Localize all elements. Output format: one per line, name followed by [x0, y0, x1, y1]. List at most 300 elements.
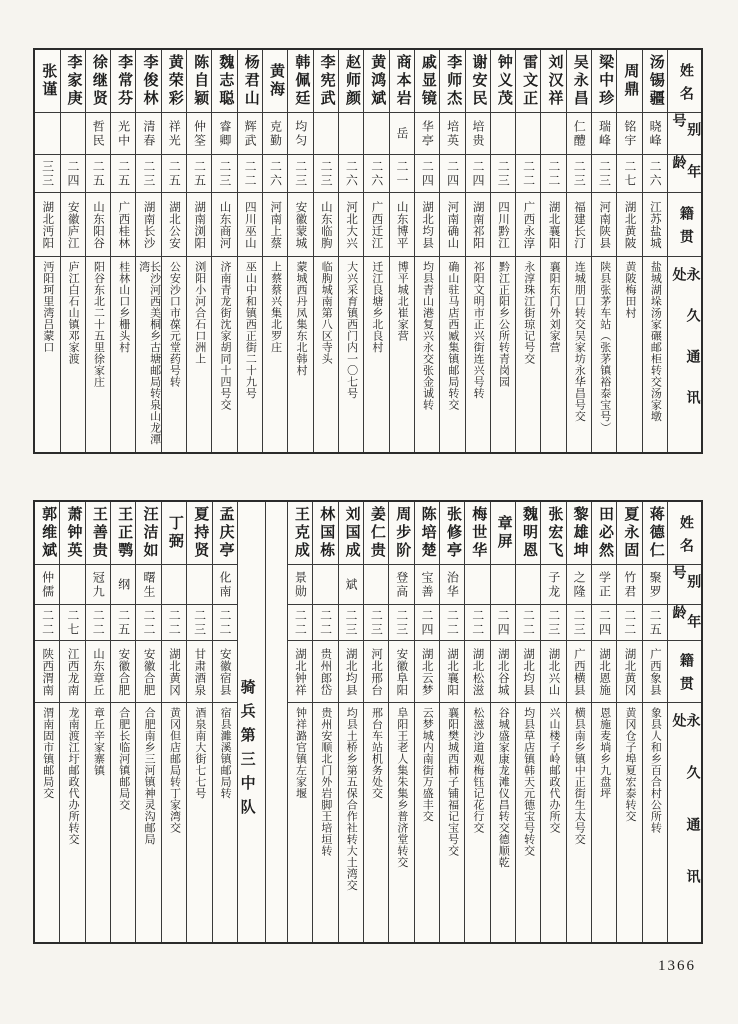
person-name-cell	[35, 50, 59, 112]
person-address-cell-text: 龙南渡江圩邮政代办所转交	[67, 707, 80, 845]
person-address-cell	[314, 256, 338, 452]
person-native-cell-text: 湖南祁阳	[471, 200, 484, 249]
person-age-cell	[136, 154, 160, 192]
person-name-cell	[516, 502, 540, 564]
person-address-cell-text: 兴山楼子岭邮政代办所交	[547, 707, 560, 834]
person-column	[389, 50, 414, 452]
person-alias-cell	[61, 112, 85, 154]
person-age-cell-text: 二二	[521, 159, 536, 188]
person-native-cell-text: 山东临朐	[319, 200, 332, 249]
person-age-cell-text: 二二	[546, 159, 561, 188]
person-column	[338, 502, 363, 942]
person-address-cell	[339, 702, 363, 942]
person-native-cell-text: 湖北云梦	[420, 647, 433, 696]
person-age-cell-text: 二四	[470, 159, 485, 188]
person-age-cell-text: 二五	[167, 159, 182, 188]
person-age-cell	[339, 154, 363, 192]
person-native-cell	[643, 640, 667, 702]
person-name-cell	[415, 502, 439, 564]
person-name-cell-text: 陈培楚	[419, 506, 436, 560]
person-age-cell-text: 二二	[293, 608, 308, 637]
person-name-cell-text: 李师杰	[445, 54, 462, 108]
person-name-cell	[617, 50, 641, 112]
person-address-cell	[491, 702, 515, 942]
header-native-cell-text: 籍贯	[677, 653, 693, 699]
person-alias-cell	[111, 112, 135, 154]
person-alias-cell-text: 之隆	[572, 570, 587, 599]
person-column	[566, 502, 591, 942]
person-address-cell-text: 黄冈仓子埠夏宏泰转交	[623, 707, 636, 822]
person-native-cell-text: 湖北均县	[344, 647, 357, 696]
person-age-cell	[389, 604, 413, 640]
person-name-cell-text: 李宪武	[318, 54, 335, 108]
person-alias-cell	[238, 112, 262, 154]
header-address-cell	[668, 256, 701, 452]
person-name-cell-text: 李家庚	[65, 54, 82, 108]
person-column	[490, 502, 515, 942]
header-name-cell-text: 姓名	[677, 514, 693, 561]
person-address-cell-text: 横县南乡镇中正街生太号交	[573, 707, 586, 845]
person-address-cell	[187, 256, 211, 452]
header-native-cell-text: 籍贯	[677, 206, 693, 252]
person-alias-cell-text: 仁醴	[572, 119, 587, 148]
person-age-cell	[516, 154, 540, 192]
person-native-cell-text: 湖北黄冈	[168, 647, 181, 696]
person-age-cell-text: 二三	[192, 608, 207, 637]
person-native-cell	[136, 640, 160, 702]
person-alias-cell-text: 培贵	[470, 119, 485, 148]
person-native-cell-text: 甘肃酒泉	[193, 647, 206, 696]
header-age-cell	[668, 154, 701, 192]
person-age-cell-text: 三三	[40, 159, 55, 188]
person-native-cell	[35, 640, 59, 702]
person-address-cell	[35, 256, 59, 452]
person-name-cell-text: 林国栋	[318, 506, 335, 560]
person-age-cell	[162, 154, 186, 192]
person-column	[363, 502, 388, 942]
person-address-cell	[212, 256, 236, 452]
person-alias-cell-text: 祥光	[167, 119, 182, 148]
person-column	[566, 50, 591, 452]
person-age-cell	[238, 154, 262, 192]
person-alias-cell-text: 仲儒	[40, 570, 55, 599]
person-name-cell	[541, 50, 565, 112]
person-column	[262, 50, 287, 452]
person-alias-cell	[516, 564, 540, 604]
person-age-cell-text: 二二	[318, 608, 333, 637]
person-native-cell	[643, 192, 667, 256]
person-address-cell-text: 酒泉南大街七七号	[193, 707, 206, 799]
person-age-cell-text: 二六	[344, 159, 359, 188]
person-age-cell-text: 二四	[65, 159, 80, 188]
person-address-cell	[61, 256, 85, 452]
person-alias-cell-text: 纲	[116, 577, 131, 592]
person-native-cell-text: 湖南长沙	[142, 200, 155, 249]
person-address-cell	[617, 256, 641, 452]
person-name-cell-text: 王善贵	[90, 506, 107, 560]
person-name-cell	[617, 502, 641, 564]
person-column	[135, 50, 160, 452]
person-column	[35, 50, 59, 452]
page-number: 1366	[658, 958, 696, 974]
person-address-cell	[567, 256, 591, 452]
person-column	[591, 50, 616, 452]
person-age-cell-text: 二二	[243, 159, 258, 188]
person-address-cell	[288, 256, 312, 452]
person-name-cell-text: 赵师颜	[343, 54, 360, 108]
person-name-cell-text: 张宏飞	[546, 506, 563, 560]
person-name-cell	[364, 50, 388, 112]
person-address-cell	[238, 256, 262, 452]
person-age-cell	[440, 154, 464, 192]
person-age-cell-text: 二二	[141, 608, 156, 637]
person-address-cell	[364, 702, 388, 942]
person-name-cell-text: 魏明恩	[520, 506, 537, 560]
person-address-cell-text: 沔阳珂里湾吕蒙口	[41, 261, 54, 353]
person-address-cell-text: 公安沙口市葆元堂药号转	[168, 261, 181, 388]
person-alias-cell-text: 均匀	[293, 119, 308, 148]
person-name-cell	[643, 50, 667, 112]
header-age-cell-text: 年龄	[670, 155, 701, 187]
person-alias-cell	[339, 564, 363, 604]
person-age-cell-text: 二四	[420, 608, 435, 637]
person-native-cell-text: 贵州郎岱	[319, 647, 332, 696]
person-address-cell	[541, 702, 565, 942]
person-alias-cell	[187, 564, 211, 604]
person-native-cell	[440, 640, 464, 702]
person-age-cell	[592, 154, 616, 192]
person-name-cell-text: 丁弼	[166, 515, 183, 551]
header-native-cell	[668, 192, 701, 256]
person-name-cell-text: 章屏	[495, 515, 512, 551]
person-address-cell-text: 宿县濉溪镇邮局转	[219, 707, 232, 799]
person-native-cell-text: 广西迁江	[370, 200, 383, 249]
person-name-cell-text: 吴永昌	[571, 54, 588, 108]
person-column	[616, 502, 641, 942]
person-native-cell-text: 山东商河	[218, 200, 231, 249]
person-address-cell	[339, 256, 363, 452]
person-column	[211, 50, 236, 452]
person-alias-cell-text: 仲筌	[192, 119, 207, 148]
header-native-cell	[668, 640, 701, 702]
person-address-cell-text: 均县青山港复兴永交张金诚转	[421, 261, 434, 411]
person-name-cell-text: 萧钟英	[65, 506, 82, 560]
person-age-cell-text: 二三	[496, 159, 511, 188]
person-address-cell-text: 渭南固市镇邮局交	[41, 707, 54, 799]
person-alias-cell-text: 曙生	[141, 570, 156, 599]
person-name-cell-text: 田必然	[597, 506, 614, 560]
person-column	[161, 50, 186, 452]
person-age-cell	[491, 154, 515, 192]
person-column	[313, 50, 338, 452]
person-age-cell	[466, 154, 490, 192]
header-alias-cell-text: 别号	[670, 565, 701, 597]
person-name-cell-text: 陈自颖	[192, 54, 209, 108]
person-alias-cell	[643, 112, 667, 154]
person-address-cell	[187, 702, 211, 942]
person-address-cell-text: 济南青龙街沈家胡同十四号交	[219, 261, 232, 411]
person-native-cell	[389, 640, 413, 702]
person-name-cell	[213, 502, 237, 564]
person-alias-cell-text: 治华	[445, 570, 460, 599]
person-age-cell-text: 二四	[597, 608, 612, 637]
person-address-cell	[111, 702, 135, 942]
person-native-cell	[61, 192, 85, 256]
person-name-cell-text: 黎雄坤	[571, 506, 588, 560]
person-native-cell-text: 广西永淳	[522, 200, 535, 249]
person-address-cell	[313, 702, 337, 942]
person-name-cell	[162, 502, 186, 564]
person-address-cell	[162, 702, 186, 942]
person-native-cell	[466, 192, 490, 256]
person-address-cell-text: 均县土桥乡第五保合作社转大土湾交	[345, 707, 358, 891]
person-alias-cell	[313, 564, 337, 604]
person-alias-cell	[212, 112, 236, 154]
person-age-cell-text: 二二	[521, 608, 536, 637]
person-address-cell-text: 钟祥潞官镇左家堰	[294, 707, 307, 799]
person-name-cell	[592, 50, 616, 112]
header-alias-cell	[668, 112, 701, 154]
person-address-cell	[592, 256, 616, 452]
person-native-cell-text: 河北邢台	[370, 647, 383, 696]
person-age-cell-text: 二二	[91, 608, 106, 637]
person-address-cell-text: 祁阳文明市正兴街连兴号转	[472, 261, 485, 399]
person-age-cell-text: 二五	[116, 608, 131, 637]
person-age-cell	[86, 604, 110, 640]
person-native-cell-text: 河南陕县	[598, 200, 611, 249]
person-name-cell-text: 谢安民	[470, 54, 487, 108]
person-age-cell	[643, 604, 667, 640]
person-address-cell-text: 永淳珠江街琼记号交	[522, 261, 535, 365]
person-address-cell-text: 博平城北崔家营	[396, 261, 409, 342]
person-age-cell	[415, 604, 439, 640]
person-column	[287, 502, 312, 942]
person-alias-cell-text: 华亭	[420, 119, 435, 148]
person-address-cell	[364, 256, 388, 452]
person-native-cell-text: 湖北均县	[421, 200, 434, 249]
person-age-cell	[415, 154, 439, 192]
person-address-cell	[567, 702, 591, 942]
person-column	[186, 502, 211, 942]
person-alias-cell-text: 聚罗	[648, 570, 663, 599]
person-address-cell-text: 贵州安顺北门外岩脚王培垣转	[319, 707, 332, 857]
person-age-cell	[212, 154, 236, 192]
person-name-cell-text: 郭维斌	[40, 506, 57, 560]
person-native-cell-text: 江苏盐城	[648, 200, 661, 249]
person-age-cell	[516, 604, 540, 640]
person-age-cell	[111, 604, 135, 640]
person-native-cell-text: 湖北襄阳	[446, 647, 459, 696]
person-native-cell	[541, 640, 565, 702]
person-native-cell-text: 湖北松滋	[471, 647, 484, 696]
person-column	[540, 50, 565, 452]
person-name-cell-text: 黄海	[268, 63, 285, 99]
person-column	[186, 50, 211, 452]
person-address-cell	[60, 702, 84, 942]
person-alias-cell	[187, 112, 211, 154]
person-native-cell-text: 安徽庐江	[66, 200, 79, 249]
person-native-cell-text: 湖南浏阳	[193, 200, 206, 249]
person-age-cell-text: 二三	[217, 159, 232, 188]
person-native-cell-text: 河南确山	[446, 200, 459, 249]
person-address-cell-text: 恩施麦埫乡九盘坪	[598, 707, 611, 799]
person-age-cell	[465, 604, 489, 640]
person-native-cell-text: 湖北兴山	[547, 647, 560, 696]
person-name-cell	[136, 50, 160, 112]
person-name-cell-text: 刘国成	[343, 506, 360, 560]
person-native-cell	[617, 192, 641, 256]
person-age-cell	[288, 154, 312, 192]
person-age-cell	[187, 604, 211, 640]
person-age-cell-text: 二四	[445, 159, 460, 188]
person-age-cell	[35, 604, 59, 640]
person-native-cell-text: 湖北谷城	[496, 647, 509, 696]
person-native-cell	[288, 192, 312, 256]
roster-table-top	[33, 48, 703, 454]
divider-blank-column	[265, 502, 287, 942]
person-address-cell-text: 连城朋口转交吴家坊永华昌号交	[573, 261, 586, 422]
person-column	[388, 502, 413, 942]
person-native-cell	[288, 640, 312, 702]
person-age-cell	[643, 154, 667, 192]
person-address-cell	[136, 702, 160, 942]
person-address-cell-text: 襄阳樊城西柿子铺福记宝号交	[446, 707, 459, 857]
person-name-cell-text: 王克成	[292, 506, 309, 560]
person-native-cell	[592, 192, 616, 256]
person-name-cell	[313, 502, 337, 564]
person-address-cell-text: 邢台车站机务处交	[370, 707, 383, 799]
header-address-cell	[668, 702, 701, 942]
person-name-cell-text: 魏志聪	[217, 54, 234, 108]
person-name-cell-text: 杨君山	[242, 54, 259, 108]
person-alias-cell	[263, 112, 287, 154]
person-age-cell	[617, 154, 641, 192]
person-native-cell-text: 广西桂林	[117, 200, 130, 249]
person-column	[540, 502, 565, 942]
person-name-cell	[238, 50, 262, 112]
person-address-cell-text: 庐江白石山镇邓家渡	[67, 261, 80, 365]
person-column	[591, 502, 616, 942]
person-alias-cell-text: 瑞峰	[597, 119, 612, 148]
person-age-cell-text: 二六	[369, 159, 384, 188]
person-column	[110, 50, 135, 452]
person-column	[490, 50, 515, 452]
person-column	[338, 50, 363, 452]
person-alias-cell	[213, 564, 237, 604]
person-native-cell-text: 福建长汀	[572, 200, 585, 249]
person-native-cell	[111, 192, 135, 256]
person-alias-cell	[136, 112, 160, 154]
person-name-cell	[567, 50, 591, 112]
person-address-cell-text: 巫山中和镇西正街二十九号	[244, 261, 257, 399]
person-age-cell-text: 二二	[470, 608, 485, 637]
person-address-cell-text: 确山驻马店西臧集镇邮局转交	[446, 261, 459, 411]
person-native-cell	[364, 640, 388, 702]
squadron-divider-column	[237, 502, 265, 942]
person-column	[161, 502, 186, 942]
person-native-cell	[35, 192, 59, 256]
person-alias-cell	[440, 112, 464, 154]
person-alias-cell	[617, 564, 641, 604]
person-name-cell	[390, 50, 414, 112]
header-age-cell-text: 年龄	[670, 605, 701, 637]
person-address-cell-text: 阜阳王老人集朱集乡普济堂转交	[395, 707, 408, 868]
person-alias-cell-text: 冠九	[91, 570, 106, 599]
person-address-cell-text: 黄陂梅田村	[624, 261, 637, 319]
person-native-cell	[136, 192, 160, 256]
person-name-cell-text: 夏永固	[622, 506, 639, 560]
person-address-cell-text: 黄冈但店邮局转丁家湾交	[168, 707, 181, 834]
person-address-cell-text: 浏阳小河合石口洲上	[193, 261, 206, 365]
person-age-cell	[35, 154, 59, 192]
person-column	[363, 50, 388, 452]
person-alias-cell	[86, 564, 110, 604]
person-alias-cell	[541, 112, 565, 154]
person-age-cell-text: 二二	[217, 608, 232, 637]
person-column	[414, 502, 439, 942]
person-name-cell	[187, 50, 211, 112]
person-column	[35, 502, 59, 942]
person-address-cell-text: 黔江正阳乡公所转青岗园	[497, 261, 510, 388]
person-native-cell	[491, 640, 515, 702]
person-age-cell-text: 二六	[648, 159, 663, 188]
person-native-cell	[516, 192, 540, 256]
person-alias-cell-text: 竹君	[622, 570, 637, 599]
person-column	[414, 50, 439, 452]
person-age-cell	[617, 604, 641, 640]
person-age-cell	[61, 154, 85, 192]
person-native-cell-text: 广西横县	[572, 647, 585, 696]
person-age-cell	[592, 604, 616, 640]
person-column	[312, 502, 337, 942]
person-address-cell-text: 盐城湖垛汤家碾邮柜转交汤家墩	[649, 261, 662, 422]
person-name-cell-text: 姜仁贵	[368, 506, 385, 560]
person-address-cell-text: 襄阳东门外刘家营	[548, 261, 561, 353]
person-native-cell-text: 湖北均县	[522, 647, 535, 696]
person-native-cell-text: 四川巫山	[243, 200, 256, 249]
person-native-cell-text: 湖北公安	[167, 200, 180, 249]
person-age-cell-text: 二六	[268, 159, 283, 188]
person-address-cell-text: 象县人和乡百合村公所转	[649, 707, 662, 834]
person-address-cell	[541, 256, 565, 452]
person-address-cell-text: 蒙城西丹凤集东北韩村	[294, 261, 307, 376]
person-name-cell	[111, 502, 135, 564]
person-column	[135, 502, 160, 942]
person-native-cell	[162, 192, 186, 256]
person-age-cell-text: 二五	[91, 159, 106, 188]
person-native-cell-text: 安徽合肥	[142, 647, 155, 696]
person-column	[465, 50, 490, 452]
person-native-cell	[187, 640, 211, 702]
person-name-cell	[60, 502, 84, 564]
person-column	[59, 502, 84, 942]
person-address-cell-text: 松滋沙道观梅钰记花行交	[471, 707, 484, 834]
person-column	[287, 50, 312, 452]
person-name-cell	[35, 502, 59, 564]
person-name-cell	[86, 50, 110, 112]
person-age-cell-text: 二三	[369, 608, 384, 637]
squadron-divider-label: 骑兵第三中队	[238, 679, 255, 823]
header-column	[667, 50, 701, 452]
person-name-cell	[440, 502, 464, 564]
person-age-cell	[136, 604, 160, 640]
person-name-cell	[61, 50, 85, 112]
person-alias-cell	[592, 564, 616, 604]
person-native-cell-text: 安徽蒙城	[294, 200, 307, 249]
person-native-cell	[111, 640, 135, 702]
person-native-cell	[187, 192, 211, 256]
person-address-cell	[162, 256, 186, 452]
